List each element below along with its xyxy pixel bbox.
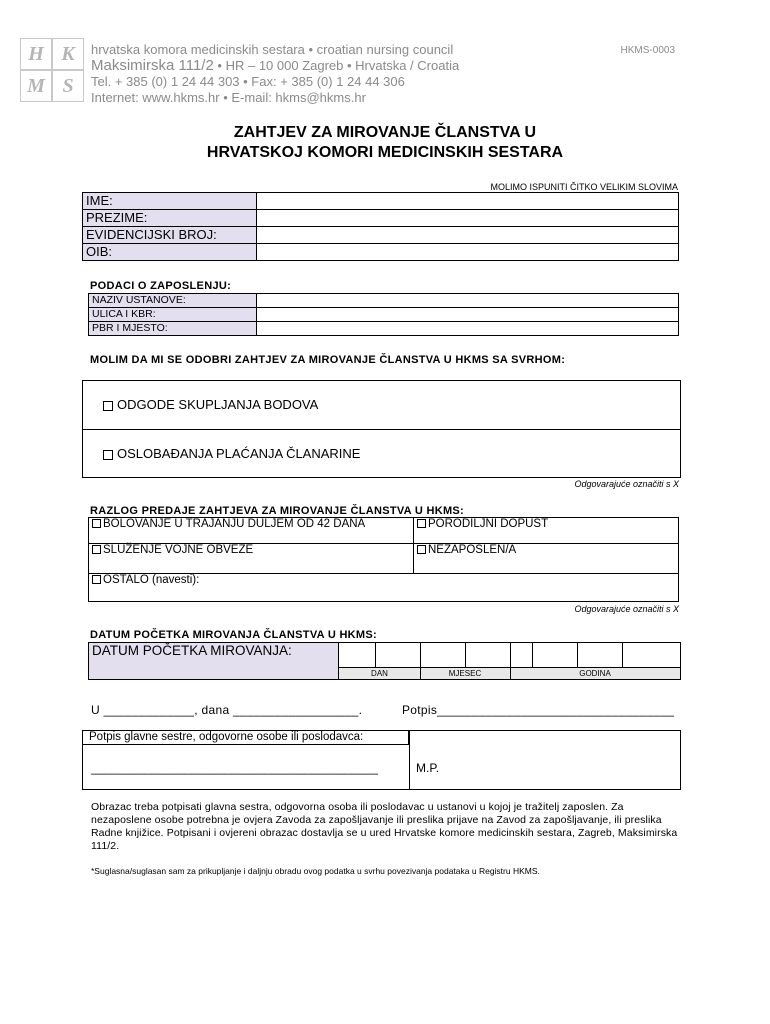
date-box bbox=[88, 642, 681, 680]
checkbox-icon[interactable] bbox=[417, 545, 426, 554]
org-phone: Tel. + 385 (0) 1 24 44 303 • Fax: + 385 (0) 1 24 44 306 bbox=[91, 74, 405, 89]
oib-field[interactable] bbox=[257, 244, 679, 261]
head-nurse-box bbox=[82, 730, 681, 790]
consent-note: *Suglasna/suglasan sam za prikupljanje i daljnju obradu ovog podatka u svrhu povezivanja podataka u Registru HKMS. bbox=[91, 866, 540, 876]
godina-caption: GODINA bbox=[579, 669, 611, 678]
naziv-field[interactable] bbox=[257, 294, 679, 308]
employment-table bbox=[88, 293, 679, 336]
checkbox-icon[interactable] bbox=[417, 519, 426, 528]
instructions-paragraph: Obrazac treba potpisati glavna sestra, odgovorna osoba ili poslodavac u ustanovi u kojoj je tražitelj zaposlen. Za nezaposlene osobe potrebna je ovjera Zavoda za zapošljavanje ili preslika prijave na Zavod za zapošljavanje, ili preslika Radne knjižice. Potpisani i ovjereni obrazac dostavlja se u ured Hrvatske komore medicinskih sestara, Zagreb, Maksimirska 111/2. bbox=[91, 801, 678, 852]
day-digit-2[interactable] bbox=[375, 643, 421, 667]
day-digit-1[interactable] bbox=[339, 643, 376, 667]
purpose-divider bbox=[83, 429, 680, 430]
logo-letter: M bbox=[20, 70, 52, 102]
purpose-option-bodovi-label: ODGODE SKUPLJANJA BODOVA bbox=[117, 397, 319, 412]
purpose-mark-note: Odgovarajuće označiti s X bbox=[574, 479, 679, 489]
reason-nezaposlen[interactable] bbox=[414, 544, 679, 574]
checkbox-icon[interactable] bbox=[92, 519, 101, 528]
org-city: • HR – 10 000 Zagreb • Hrvatska / Croatia bbox=[213, 58, 460, 73]
org-street bbox=[91, 58, 459, 74]
pbr-label: PBR I MJESTO: bbox=[89, 322, 257, 336]
naziv-label: NAZIV USTANOVE: bbox=[89, 294, 257, 308]
date-label: DATUM POČETKA MIROVANJA: bbox=[89, 643, 339, 679]
reason-mark-note: Odgovarajuće označiti s X bbox=[574, 604, 679, 614]
ulica-label: ULICA I KBR: bbox=[89, 308, 257, 322]
oib-label: OIB: bbox=[83, 244, 257, 261]
logo-letter: H bbox=[20, 38, 52, 70]
ime-label: IME: bbox=[83, 193, 257, 210]
checkbox-icon[interactable] bbox=[92, 575, 101, 584]
date-digits bbox=[339, 643, 680, 668]
purpose-option-clanarina-label: OSLOBAĐANJA PLAĆANJA ČLANARINE bbox=[117, 446, 361, 461]
form-title-line2: HRVATSKOJ KOMORI MEDICINSKIH SESTARA bbox=[206, 144, 564, 161]
prezime-field[interactable] bbox=[257, 210, 679, 227]
month-digit-2[interactable] bbox=[465, 643, 511, 667]
checkbox-icon[interactable] bbox=[103, 401, 113, 411]
ime-field[interactable] bbox=[257, 193, 679, 210]
reason-ostalo-label: OSTALO (navesti): bbox=[103, 574, 200, 586]
place-date-line[interactable]: U _____________, dana __________________. bbox=[91, 703, 363, 717]
reason-porodiljni-label: PORODILJNI DOPUST bbox=[428, 518, 549, 530]
reason-table bbox=[88, 517, 679, 602]
purpose-option-clanarina[interactable] bbox=[103, 446, 360, 461]
org-street-main: Maksimirska 111/2 bbox=[91, 57, 214, 74]
form-title-line1: ZAHTJEV ZA MIROVANJE ČLANSTVA U bbox=[233, 124, 537, 141]
prezime-label: PREZIME: bbox=[83, 210, 257, 227]
reason-bolovanje[interactable] bbox=[89, 518, 414, 544]
stamp-mp: M.P. bbox=[416, 761, 440, 775]
reason-nezaposlen-label: NEZAPOSLEN/A bbox=[428, 544, 517, 556]
year-digit-3[interactable] bbox=[577, 643, 623, 667]
dan-caption: DAN bbox=[339, 668, 421, 679]
form-code: HKMS-0003 bbox=[620, 45, 675, 56]
checkbox-icon[interactable] bbox=[92, 545, 101, 554]
reason-vojna-label: SLUŽENJE VOJNE OBVEZE bbox=[103, 544, 254, 556]
org-name: hrvatska komora medicinskih sestara • croatian nursing council bbox=[91, 42, 454, 57]
head-nurse-divider bbox=[409, 731, 410, 789]
purpose-option-bodovi[interactable] bbox=[103, 397, 318, 412]
year-digit-4[interactable] bbox=[622, 643, 680, 667]
year-digit-2[interactable] bbox=[532, 643, 578, 667]
fill-instruction: MOLIMO ISPUNITI ČITKO VELIKIM SLOVIMA bbox=[490, 182, 678, 192]
employment-heading: PODACI O ZAPOSLENJU: bbox=[90, 280, 232, 292]
reason-heading: RAZLOG PREDAJE ZAHTJEVA ZA MIROVANJE ČLANSTVA U HKMS: bbox=[90, 505, 465, 517]
date-heading: DATUM POČETKA MIROVANJA ČLANSTVA U HKMS: bbox=[90, 629, 377, 641]
hkms-logo bbox=[20, 38, 84, 102]
org-web: Internet: www.hkms.hr • E-mail: hkms@hkms.hr bbox=[91, 90, 366, 105]
evid-label: EVIDENCIJSKI BROJ: bbox=[83, 227, 257, 244]
pbr-field[interactable] bbox=[257, 322, 679, 336]
signature-line[interactable]: Potpis__________________________________ bbox=[402, 703, 675, 717]
reason-ostalo[interactable] bbox=[89, 574, 679, 602]
month-digit-1[interactable] bbox=[420, 643, 466, 667]
head-nurse-signature[interactable]: ___________________________________________ bbox=[91, 761, 378, 775]
reason-porodiljni[interactable] bbox=[414, 518, 679, 544]
evid-field[interactable] bbox=[257, 227, 679, 244]
date-captions bbox=[339, 668, 680, 679]
personal-data-table bbox=[82, 192, 679, 261]
reason-bolovanje-label: BOLOVANJE U TRAJANJU DULJEM OD 42 DANA bbox=[103, 518, 366, 530]
logo-letter: S bbox=[52, 70, 84, 102]
purpose-box bbox=[82, 380, 681, 478]
checkbox-icon[interactable] bbox=[103, 450, 113, 460]
reason-vojna[interactable] bbox=[89, 544, 414, 574]
mjesec-caption: MJESEC bbox=[420, 668, 511, 679]
ulica-field[interactable] bbox=[257, 308, 679, 322]
purpose-heading: MOLIM DA MI SE ODOBRI ZAHTJEV ZA MIROVANJE ČLANSTVA U HKMS SA SVRHOM: bbox=[90, 354, 566, 366]
head-nurse-label: Potpis glavne sestre, odgovorne osobe ili poslodavca: bbox=[83, 731, 409, 745]
year-digit-1[interactable] bbox=[510, 643, 533, 667]
logo-letter: K bbox=[52, 38, 84, 70]
org-address bbox=[91, 42, 459, 106]
